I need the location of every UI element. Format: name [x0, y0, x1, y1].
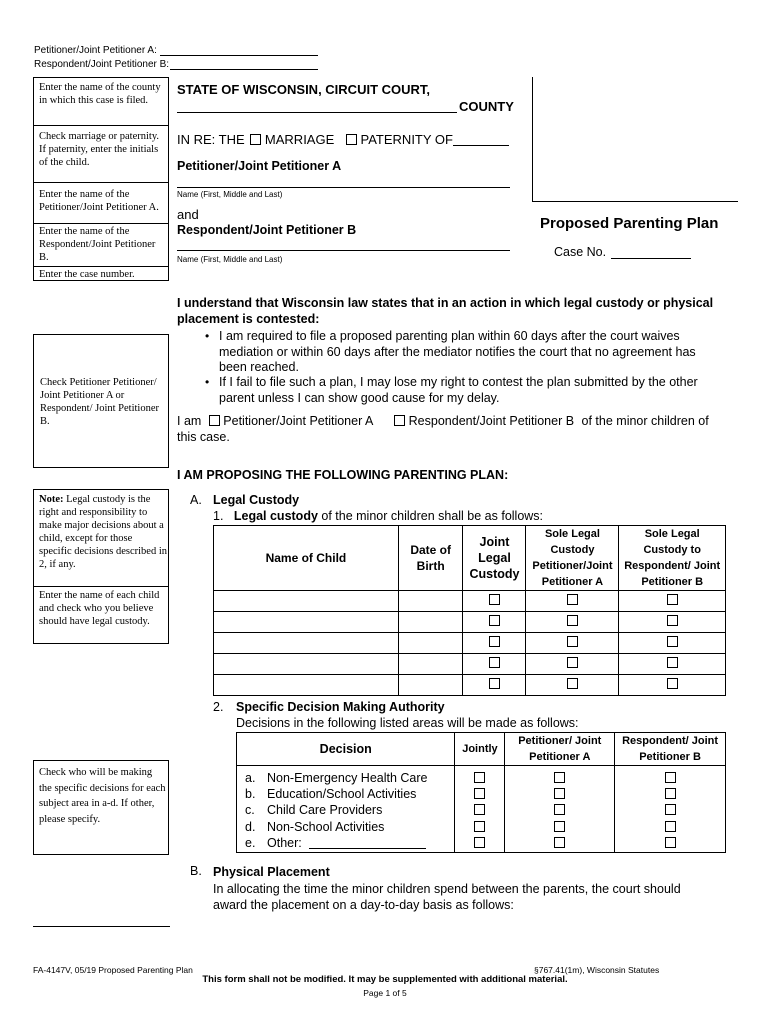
sole-a-checkbox[interactable]: [567, 678, 578, 689]
legal-custody-note-text: Legal custody is the right and responsibility to make major decisions about a child, except for those specific decisions described in 2, if any.: [39, 494, 167, 570]
divider: [34, 182, 168, 183]
in-re-label: IN RE: THE: [177, 132, 245, 147]
table-row: [214, 591, 726, 612]
decision-row: e. Other:: [237, 835, 454, 851]
marriage-note: Check marriage or paternity. If paternity, enter the initials of the child.: [39, 131, 160, 168]
sole-b-checkbox[interactable]: [667, 657, 678, 668]
case-number-line[interactable]: [611, 258, 691, 259]
sole-a-cell: [526, 633, 619, 654]
form-title: Proposed Parenting Plan: [540, 215, 719, 232]
bullet-1-text: I am required to file a proposed parenting plan within 60 days after the court waives mediation or within 60 days after the mediator notifies the court that no agreement has been reached.: [219, 329, 696, 374]
jointly-checkbox[interactable]: [474, 788, 485, 799]
joint-cell: [463, 591, 526, 612]
item-2-title: Specific Decision Making Authority: [236, 700, 445, 714]
petitioner-a-checkbox[interactable]: [554, 837, 565, 848]
col-jointly: Jointly: [455, 733, 505, 766]
respondent-b-checkbox[interactable]: [665, 804, 676, 815]
sole-a-checkbox[interactable]: [567, 615, 578, 626]
sole-a-cell: [526, 675, 619, 696]
sole-b-cell: [619, 612, 726, 633]
joint-checkbox[interactable]: [489, 615, 500, 626]
statute: §767.41(1m), Wisconsin Statutes: [534, 965, 660, 975]
col-joint-legal-custody: Joint Legal Custody: [463, 526, 526, 591]
form-id: FA-4147V, 05/19 Proposed Parenting Plan: [33, 965, 193, 975]
section-a-title: Legal Custody: [213, 493, 300, 507]
respondent-b-checkbox[interactable]: [665, 821, 676, 832]
joint-cell: [463, 675, 526, 696]
sole-a-cell: [526, 612, 619, 633]
i-am-row: [177, 414, 709, 428]
section-a-letter: A.: [190, 493, 202, 507]
sole-a-checkbox[interactable]: [567, 636, 578, 647]
child-name-cell[interactable]: [214, 675, 399, 696]
joint-checkbox[interactable]: [489, 594, 500, 605]
court-title: STATE OF WISCONSIN, CIRCUIT COURT,: [177, 82, 431, 97]
decision-row: c. Child Care Providers: [245, 803, 383, 818]
marriage-checkbox[interactable]: [250, 134, 261, 145]
table-row: [214, 633, 726, 654]
note-label: Note:: [39, 494, 64, 505]
decision-list-cell: [237, 766, 455, 853]
caption-instructions-box: [33, 77, 169, 281]
county-label: COUNTY: [459, 99, 514, 114]
col-respondent-b: Respondent/ Joint Petitioner B: [615, 733, 726, 766]
sole-b-checkbox[interactable]: [667, 594, 678, 605]
dob-cell[interactable]: [398, 591, 463, 612]
child-name-cell[interactable]: [214, 591, 399, 612]
petitioner-heading: Petitioner/Joint Petitioner A: [177, 159, 342, 173]
child-name-cell[interactable]: [214, 633, 399, 654]
jointly-checkbox[interactable]: [474, 837, 485, 848]
county-note: Enter the name of the county in which this case is filed.: [39, 82, 161, 106]
marriage-label: MARRIAGE: [264, 132, 335, 147]
joint-checkbox[interactable]: [489, 657, 500, 668]
sole-a-checkbox[interactable]: [567, 594, 578, 605]
tail-text-2: this case.: [177, 430, 230, 444]
sole-a-cell: [526, 654, 619, 675]
decision-row: b. Education/School Activities: [245, 787, 417, 802]
sole-a-checkbox[interactable]: [567, 657, 578, 668]
jointly-checkbox[interactable]: [474, 772, 485, 783]
bullet: •: [205, 329, 210, 343]
table-row: [214, 612, 726, 633]
respondent-heading: Respondent/Joint Petitioner B: [177, 223, 357, 237]
dob-cell[interactable]: [398, 675, 463, 696]
col-sole-custody-a: Sole Legal Custody Petitioner/Joint Petitioner A: [526, 526, 619, 591]
option-a-label: Petitioner/Joint Petitioner A: [223, 414, 373, 428]
col-sole-custody-b: Sole Legal Custody to Respondent/ Joint Petitioner B: [619, 526, 726, 591]
petitioner-a-checkbox[interactable]: [554, 772, 565, 783]
intro-heading: I understand that Wisconsin law states that in an action in which legal custody or physical placement is contested:: [177, 296, 714, 326]
petitioner-a-checkbox[interactable]: [554, 821, 565, 832]
custody-instructions-box: [33, 489, 169, 644]
paternity-checkbox[interactable]: [346, 134, 357, 145]
sole-b-cell: [619, 675, 726, 696]
petitioner-a-cell: [505, 766, 615, 853]
sole-b-cell: [619, 654, 726, 675]
joint-checkbox[interactable]: [489, 678, 500, 689]
child-name-cell[interactable]: [214, 654, 399, 675]
section-b-text: In allocating the time the minor children spend between the parents, the court should award the placement on a day-to-day basis as follows:: [213, 882, 681, 912]
joint-cell: [463, 612, 526, 633]
respondent-b-checkbox[interactable]: [665, 837, 676, 848]
paternity-label: PATERNITY OF: [360, 132, 453, 147]
section-b-title: Physical Placement: [213, 865, 330, 879]
child-name-note: Enter the name of each child and check who you believe should have legal custody.: [39, 590, 160, 627]
respondent-name-note: Enter the name of the Respondent/Joint Petitioner B.: [39, 226, 156, 263]
modification-notice: This form shall not be modified. It may be supplemented with additional material.: [202, 974, 568, 985]
divider: [34, 125, 168, 126]
bullet-2-text: If I fail to file such a plan, I may lose my right to contest the plan submitted by the other parent unless I can show good cause for my delay.: [219, 375, 698, 405]
sole-b-cell: [619, 633, 726, 654]
tail-text: of the minor children of: [581, 414, 709, 428]
dob-cell[interactable]: [398, 654, 463, 675]
name-hint: Name (First, Middle and Last): [177, 255, 283, 264]
sole-b-cell: [619, 591, 726, 612]
plan-heading: I AM PROPOSING THE FOLLOWING PARENTING PLAN:: [177, 468, 509, 482]
table-row: [214, 675, 726, 696]
jointly-checkbox[interactable]: [474, 821, 485, 832]
divider: [34, 586, 168, 587]
petitioner-name-line[interactable]: [160, 55, 318, 56]
check-party-note: Check Petitioner Petitioner/ Joint Petitioner A or Respondent/ Joint Petitioner B.: [40, 377, 159, 427]
respondent-label: Respondent/Joint Petitioner B:: [34, 59, 170, 70]
col-name-of-child: Name of Child: [214, 526, 399, 591]
item-1-num: 1.: [213, 509, 224, 523]
joint-cell: [463, 654, 526, 675]
petitioner-a-checkbox[interactable]: [554, 804, 565, 815]
option-b-label: Respondent/Joint Petitioner B: [408, 414, 575, 428]
petitioner-name-note: Enter the name of the Petitioner/Joint Petitioner A.: [39, 189, 159, 213]
sole-b-checkbox[interactable]: [667, 615, 678, 626]
other-specify-line[interactable]: [309, 848, 426, 849]
decision-row: d. Non-School Activities: [245, 819, 385, 834]
table-row: [214, 654, 726, 675]
caption-bracket: [532, 201, 738, 202]
decision-table: [236, 732, 726, 853]
decision-row: a. Non-Emergency Health Care: [245, 771, 428, 785]
petitioner-a-checkbox[interactable]: [209, 415, 220, 426]
petitioner-a-checkbox[interactable]: [554, 788, 565, 799]
petitioner-label: Petitioner/Joint Petitioner A:: [34, 45, 157, 56]
bullet: •: [205, 375, 210, 389]
respondent-full-name-line[interactable]: [177, 250, 510, 251]
party-instructions-box: [33, 334, 169, 468]
decision-instructions-box: [33, 760, 169, 855]
i-am-label: I am: [177, 414, 202, 428]
joint-checkbox[interactable]: [489, 636, 500, 647]
col-decision: Decision: [237, 733, 455, 766]
respondent-b-checkbox[interactable]: [665, 772, 676, 783]
section-b-letter: B.: [190, 864, 202, 878]
respondent-b-checkbox[interactable]: [394, 415, 405, 426]
sole-b-checkbox[interactable]: [667, 678, 678, 689]
divider: [34, 266, 168, 267]
dob-cell[interactable]: [398, 633, 463, 654]
item-1: [213, 509, 543, 523]
case-no-label: Case No.: [554, 245, 607, 259]
sole-a-cell: [526, 591, 619, 612]
petitioner-full-name-line[interactable]: [177, 187, 510, 188]
divider: [34, 223, 168, 224]
name-hint: Name (First, Middle and Last): [177, 190, 283, 199]
case-number-note: Enter the case number.: [39, 269, 135, 280]
county-line[interactable]: [177, 112, 457, 113]
sole-b-checkbox[interactable]: [667, 636, 678, 647]
custody-table: [213, 525, 726, 696]
jointly-cell: [455, 766, 505, 853]
dob-cell[interactable]: [398, 612, 463, 633]
child-name-cell[interactable]: [214, 612, 399, 633]
item-2-num: 2.: [213, 700, 224, 714]
joint-cell: [463, 633, 526, 654]
col-petitioner-a: Petitioner/ Joint Petitioner A: [505, 733, 615, 766]
item-2-sub: Decisions in the following listed areas will be made as follows:: [236, 716, 579, 730]
col-date-of-birth: Date of Birth: [398, 526, 463, 591]
footer-rule: [33, 926, 170, 927]
legal-custody-note: [39, 493, 167, 571]
respondent-b-cell: [615, 766, 726, 853]
in-re-row: [177, 132, 453, 147]
item-1-rest: of the minor children shall be as follows:: [321, 509, 544, 523]
caption-bracket: [532, 77, 533, 201]
page-number: Page 1 of 5: [363, 988, 407, 998]
jointly-checkbox[interactable]: [474, 804, 485, 815]
and-label: and: [177, 207, 199, 222]
respondent-b-checkbox[interactable]: [665, 788, 676, 799]
child-initials-line[interactable]: [453, 145, 509, 146]
item-1-bold: Legal custody: [233, 509, 318, 523]
decision-note: Check who will be making the specific decisions for each subject area in a-d. If other, please specify.: [39, 767, 166, 825]
respondent-name-line[interactable]: [170, 69, 318, 70]
